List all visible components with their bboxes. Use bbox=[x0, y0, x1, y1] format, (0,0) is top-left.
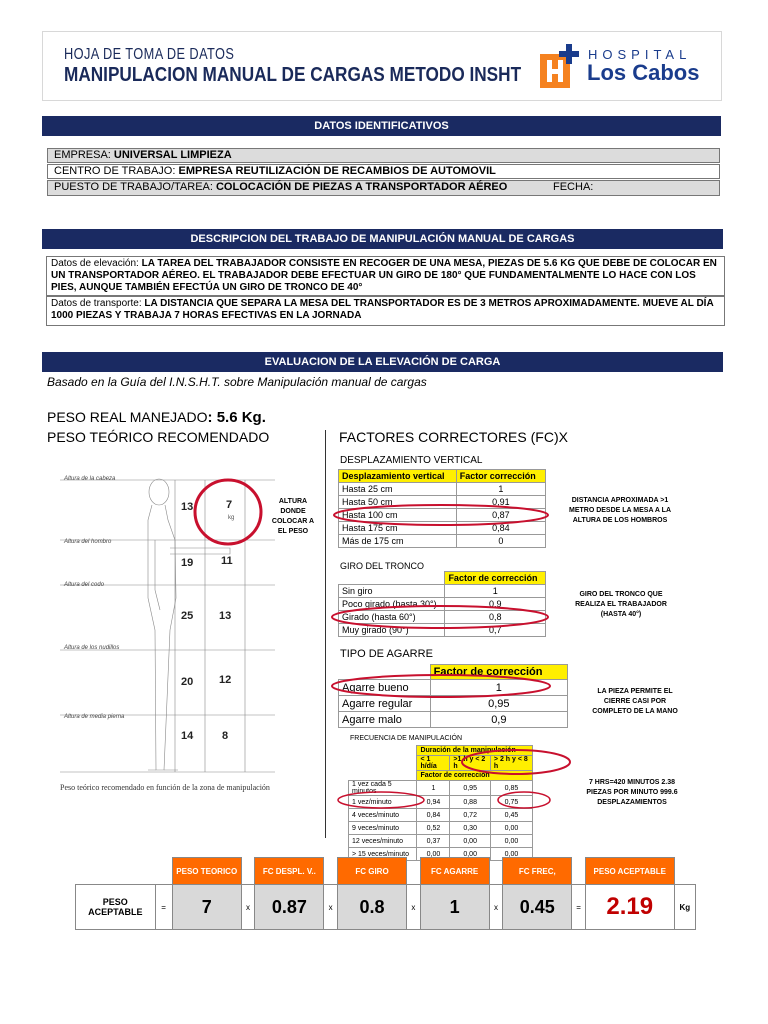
giro-title: GIRO DEL TRONCO bbox=[340, 561, 425, 571]
table-cell: 0,75 bbox=[490, 796, 532, 809]
peso-real bbox=[47, 409, 266, 426]
datos-elevacion bbox=[46, 256, 725, 296]
final-unit: Kg bbox=[674, 885, 695, 930]
cell-value: 13 bbox=[219, 610, 232, 622]
centro-label: CENTRO DE TRABAJO: bbox=[54, 165, 179, 177]
row-centro bbox=[47, 164, 720, 179]
final-header: PESO ACEPTABLE bbox=[585, 858, 674, 885]
highlight-circle bbox=[460, 748, 572, 776]
table-cell: 0,7 bbox=[445, 624, 546, 637]
final-header: FC FREC, bbox=[503, 858, 572, 885]
table-cell: 0,00 bbox=[490, 822, 532, 835]
table-cell: Hasta 25 cm bbox=[339, 483, 457, 496]
table-header: < 1 h/día bbox=[417, 756, 450, 771]
table-cell: 1 bbox=[445, 585, 546, 598]
transporte-label: Datos de transporte: bbox=[51, 298, 145, 309]
table-cell: 0,8 bbox=[445, 611, 546, 624]
table-header: Factor de corrección bbox=[430, 665, 567, 680]
table-cell: > 15 veces/minuto bbox=[349, 848, 417, 861]
section-bar-evaluacion: EVALUACION DE LA ELEVACIÓN DE CARGA bbox=[42, 352, 723, 372]
table-cell: 0,00 bbox=[417, 848, 450, 861]
transporte-text: LA DISTANCIA QUE SEPARA LA MESA DEL TRANSPORTADOR ES DE 3 METROS APROXIMADAMENTE. MUEVE AL DÍA 1000 PIEZAS Y TRABAJA 7 HORAS EFECTIVAS EN LA JORNADA bbox=[51, 298, 714, 321]
datos-transporte bbox=[46, 296, 725, 326]
fecha-label: FECHA: bbox=[553, 181, 594, 193]
table-cell: 4 veces/minuto bbox=[349, 809, 417, 822]
equals-sign: = bbox=[572, 885, 585, 930]
table-cell: 1 bbox=[456, 483, 545, 496]
table-cell: Más de 175 cm bbox=[339, 535, 457, 548]
highlight-circle bbox=[496, 790, 552, 810]
cell-value: 7 bbox=[226, 499, 233, 511]
table-cell: 0,52 bbox=[417, 822, 450, 835]
level-label-media-pierna: Altura de media pierna bbox=[64, 714, 125, 720]
table-cell: 0 bbox=[456, 535, 545, 548]
final-header: FC DESPL. V.. bbox=[255, 858, 324, 885]
section-bar-identificativos: DATOS IDENTIFICATIVOS bbox=[42, 116, 721, 136]
times-sign: x bbox=[324, 885, 337, 930]
document-subtitle: HOJA DE TOMA DE DATOS bbox=[64, 46, 235, 63]
final-row-label: PESO ACEPTABLE bbox=[76, 885, 156, 930]
frecuencia-note: 7 HRS=420 MINUTOS 2.38 PIEZAS POR MINUTO 999.6 DESPLAZAMIENTOS bbox=[586, 779, 678, 806]
row-empresa bbox=[47, 148, 720, 163]
table-cell: 0,88 bbox=[450, 796, 491, 809]
section-bar-descripcion: DESCRIPCION DEL TRABAJO DE MANIPULACIÓN MANUAL DE CARGAS bbox=[42, 229, 723, 249]
final-value: 7 bbox=[172, 885, 241, 930]
final-value: 0.8 bbox=[337, 885, 406, 930]
table-cell: 1 bbox=[417, 781, 450, 796]
table-cell: Hasta 50 cm bbox=[339, 496, 457, 509]
cell-value: 13 bbox=[181, 501, 194, 513]
table-header: Factor de corrección bbox=[445, 572, 546, 585]
level-label-cabeza: Altura de la cabeza bbox=[64, 476, 116, 482]
table-cell: 0,37 bbox=[417, 835, 450, 848]
highlight-circle bbox=[336, 790, 426, 810]
table-cell: Hasta 100 cm bbox=[339, 509, 457, 522]
final-header: PESO TEORICO bbox=[172, 858, 241, 885]
times-sign: x bbox=[407, 885, 420, 930]
final-header: FC AGARRE bbox=[420, 858, 489, 885]
table-cell: 1 bbox=[430, 680, 567, 696]
highlight-circle bbox=[332, 503, 550, 527]
desplazamiento-title: DESPLAZAMIENTO VERTICAL bbox=[340, 455, 483, 466]
table-cell: 0,84 bbox=[456, 522, 545, 535]
table-cell: 0,45 bbox=[490, 809, 532, 822]
times-sign: x bbox=[489, 885, 502, 930]
table-header: Factor corrección bbox=[456, 470, 545, 483]
final-value: 1 bbox=[420, 885, 489, 930]
cell-value: 12 bbox=[219, 674, 232, 686]
final-result: 2.19 bbox=[585, 885, 674, 930]
puesto-value: COLOCACIÓN DE PIEZAS A TRANSPORTADOR AÉREO bbox=[215, 181, 508, 193]
table-cell: 0,00 bbox=[450, 835, 491, 848]
cell-value: 19 bbox=[181, 557, 194, 569]
cell-value: 20 bbox=[181, 676, 194, 688]
elevacion-label: Datos de elevación: bbox=[51, 258, 142, 269]
final-value: 0.87 bbox=[255, 885, 324, 930]
level-label-hombro: Altura del hombro bbox=[64, 539, 112, 545]
empresa-value: UNIVERSAL LIMPIEZA bbox=[113, 149, 232, 161]
table-cell: 1 vez cada 5 minutos bbox=[349, 781, 417, 796]
frecuencia-title: FRECUENCIA DE MANIPULACIÓN bbox=[350, 735, 463, 742]
table-cell: 0,00 bbox=[490, 835, 532, 848]
table-cell: Girado (hasta 60°) bbox=[339, 611, 445, 624]
table-cell: 0,00 bbox=[450, 848, 491, 861]
table-cell: Agarre malo bbox=[339, 712, 431, 728]
table-cell: Sin giro bbox=[339, 585, 445, 598]
agarre-note: LA PIEZA PERMITE EL CIERRE CASI POR COMPLETO DE LA MANO bbox=[592, 688, 678, 715]
table-cell: 0,95 bbox=[450, 781, 491, 796]
table-cell: 1 vez/minuto bbox=[349, 796, 417, 809]
table-cell: Agarre regular bbox=[339, 696, 431, 712]
cell-value: 11 bbox=[221, 555, 233, 567]
altura-note: ALTURA DONDE COLOCAR A EL PESO bbox=[271, 498, 315, 535]
table-header: Factor de corrección bbox=[417, 771, 533, 781]
highlight-circle bbox=[330, 673, 552, 699]
table-cell: 0,00 bbox=[490, 848, 532, 861]
logo-text-top: HOSPITAL bbox=[588, 47, 692, 62]
empresa-label: EMPRESA: bbox=[54, 149, 114, 161]
peso-teorico-label: PESO TEÓRICO RECOMENDADO bbox=[47, 429, 270, 445]
puesto-label: PUESTO DE TRABAJO/TAREA: bbox=[54, 181, 216, 193]
table-cell: 0,84 bbox=[417, 809, 450, 822]
table-cell: 0,91 bbox=[456, 496, 545, 509]
cell-value: 14 bbox=[181, 730, 194, 742]
centro-value: EMPRESA REUTILIZACIÓN DE RECAMBIOS DE AUTOMOVIL bbox=[178, 165, 496, 177]
times-sign: x bbox=[241, 885, 254, 930]
peso-real-value: : 5.6 Kg. bbox=[207, 409, 266, 426]
basado-text: Basado en la Guía del I.N.S.H.T. sobre Manipulación manual de cargas bbox=[47, 375, 427, 389]
agarre-title: TIPO DE AGARRE bbox=[340, 648, 433, 660]
table-cell: 9 veces/minuto bbox=[349, 822, 417, 835]
table-cell: 0,85 bbox=[490, 781, 532, 796]
cell-unit: kg bbox=[228, 515, 235, 521]
equals-sign: = bbox=[155, 885, 172, 930]
figure-caption: Peso teórico recomendado en función de la zona de manipulación bbox=[60, 783, 270, 792]
table-cell: 0,9 bbox=[445, 598, 546, 611]
table-cell: 0,87 bbox=[456, 509, 545, 522]
table-cell: 0,94 bbox=[417, 796, 450, 809]
table-cell: 12 veces/minuto bbox=[349, 835, 417, 848]
table-header: > 2 h y < 8 h bbox=[490, 756, 532, 771]
table-header: Duración de la manipulación bbox=[417, 746, 533, 756]
logo-text-bottom: Los Cabos bbox=[587, 60, 700, 85]
table-cell: 0,95 bbox=[430, 696, 567, 712]
table-cell: 0,9 bbox=[430, 712, 567, 728]
calculo-final-table bbox=[75, 857, 696, 930]
table-header: Desplazamiento vertical bbox=[339, 470, 457, 483]
table-cell: 0,30 bbox=[450, 822, 491, 835]
document-title: MANIPULACION MANUAL DE CARGAS METODO INSHT bbox=[64, 64, 522, 86]
factores-label: FACTORES CORRECTORES (FC)X bbox=[339, 429, 568, 445]
final-value: 0.45 bbox=[503, 885, 572, 930]
level-label-codo: Altura del codo bbox=[64, 582, 105, 588]
table-cell: Agarre bueno bbox=[339, 680, 431, 696]
cell-value: 8 bbox=[222, 730, 229, 742]
highlight-circle bbox=[330, 604, 550, 630]
giro-note: GIRO DEL TRONCO QUE REALIZA EL TRABAJADOR (HASTA 40°) bbox=[575, 591, 667, 618]
hospital-logo-icon bbox=[540, 44, 582, 90]
cell-value: 25 bbox=[181, 610, 194, 622]
level-label-nudillos: Altura de los nudillos bbox=[64, 645, 120, 651]
table-cell: 0,72 bbox=[450, 809, 491, 822]
table-cell: Poco girado (hasta 30°) bbox=[339, 598, 445, 611]
peso-real-label: PESO REAL MANEJADO bbox=[47, 409, 208, 425]
vertical-divider bbox=[325, 430, 326, 838]
table-cell: Hasta 175 cm bbox=[339, 522, 457, 535]
final-header: FC GIRO bbox=[337, 858, 406, 885]
row-puesto bbox=[47, 180, 720, 196]
table-cell: Muy girado (90°) bbox=[339, 624, 445, 637]
highlight-circle bbox=[192, 477, 264, 547]
elevacion-text: LA TAREA DEL TRABAJADOR CONSISTE EN RECOGER DE UNA MESA, PIEZAS DE 5.6 KG QUE DEBE DE COLOCAR EN UN TRANSPORTADOR AÉREO. EL TRABAJADOR DEBE EFECTUAR UN GIRO DE 180° QUE FUNDAMENTALMENTE LO HACE CON LOS PIES, AUNQUE TAMBIÉN EFECTÚA UN GIRO DE TRONCO DE 40° bbox=[51, 258, 717, 293]
desplazamiento-note: DISTANCIA APROXIMADA >1 METRO DESDE LA MESA A LA ALTURA DE LOS HOMBROS bbox=[568, 497, 672, 524]
table-header: >1 h y < 2 h bbox=[450, 756, 491, 771]
